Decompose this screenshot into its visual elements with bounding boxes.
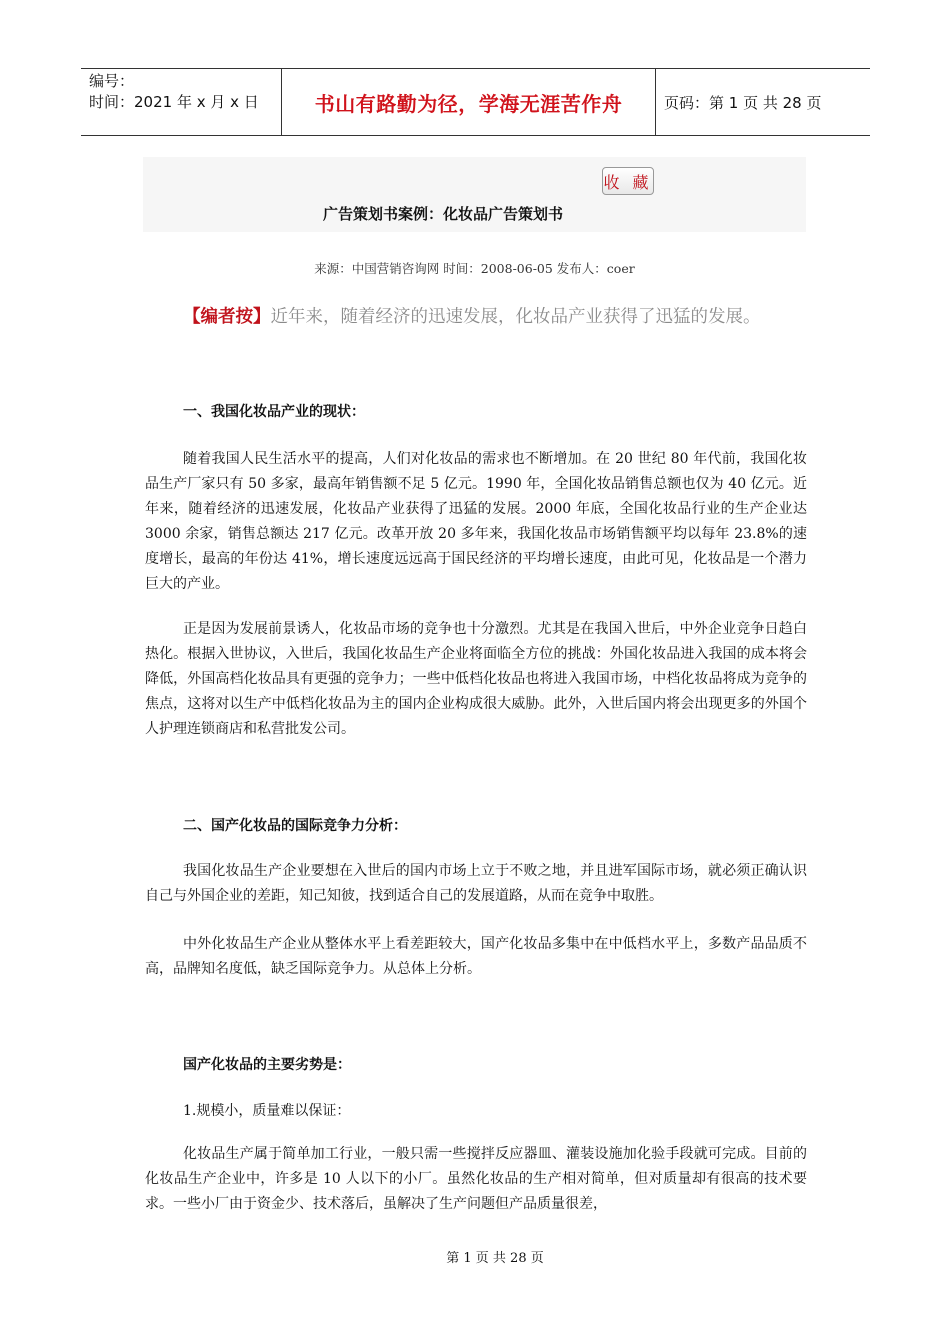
source-line: 来源：中国营销咨询网 时间：2008-06-05 发布人：coer (314, 261, 635, 276)
list-item: 1.规模小，质量难以保证： (183, 1103, 351, 1119)
paragraph: 中外化妆品生产企业从整体水平上看差距较大，国产化妆品多集中在中低档水平上，多数产品品质不高，品牌知名度低，缺乏国际竞争力。从总体上分析。 (145, 936, 807, 977)
editor-note-tag: 【编者按】 (183, 307, 271, 327)
paragraph: 正是因为发展前景诱人，化妆品市场的竞争也十分激烈。尤其是在我国入世后，中外企业竞争日趋白热化。根据入世协议，入世后，我国化妆品生产企业将面临全方位的挑战：外国化妆品进入我国的成本将会降低，外国高档化妆品具有更强的竞争力；一些中低档化妆品也将进入我国市场，中档化妆品将成为竞争的焦点，这将对以生产中低档化妆品为主的国内企业构成很大威胁。此外，入世后国内将会出现更多的外国个人护理连锁商店和私营批发公司。 (145, 621, 807, 737)
page-footer: 第 1 页 共 28 页 (446, 1251, 544, 1266)
page-info: 页码：第 1 页 共 28 页 (664, 93, 822, 112)
number-label: 编号： (89, 72, 135, 90)
document-header (81, 68, 870, 136)
editor-note-text: 近年来，随着经济的迅速发展，化妆品产业获得了迅猛的发展。 (270, 307, 761, 327)
paragraph: 随着我国人民生活水平的提高，人们对化妆品的需求也不断增加。在 20 世纪 80 年代前，我国化妆品生产厂家只有 50 多家，最高年销售额不足 5 亿元。1990 年，全国化妆品销售总额也仅为 40 亿元。近年来，随着经济的迅速发展，化妆品产业获得了迅猛的发展。2000 年底，全国化妆品行业的生产企业达 3000 余家，销售总额达 217 亿元。改革开放 20 多年来，我国化妆品市场销售额平均以每年 23.8%的速度增长，最高的年份达 41%，增长速度远远高于国民经济的平均增长速度，由此可见，化妆品是一个潜力巨大的产业。 (145, 451, 807, 592)
section-heading-2: 二、国产化妆品的国际竞争力分析： (183, 818, 407, 834)
header-meta-cell (81, 69, 282, 135)
section-heading-1: 一、我国化妆品产业的现状： (183, 404, 365, 420)
editor-note (183, 303, 843, 328)
paragraph: 化妆品生产属于简单加工行业，一般只需一些搅拌反应器皿、灌装设施加化验手段就可完成。目前的化妆品生产企业中，许多是 10 人以下的小厂。虽然化妆品的生产相对简单，但对质量却有很高的技术要求。一些小厂由于资金少、技术落后，虽解决了生产问题但产品质量很差， (145, 1146, 807, 1212)
time-label: 时间：2021 年 x 月 x 日 (89, 93, 259, 111)
favorite-button[interactable]: 收 藏 (602, 167, 654, 195)
article-title: 广告策划书案例：化妆品广告策划书 (322, 205, 563, 223)
section-heading-3: 国产化妆品的主要劣势是： (183, 1057, 351, 1073)
motto: 书山有路勤为径，学海无涯苦作舟 (282, 69, 656, 135)
paragraph: 我国化妆品生产企业要想在入世后的国内市场上立于不败之地，并且进军国际市场，就必须正确认识自己与外国企业的差距，知己知彼，找到适合自己的发展道路，从而在竞争中取胜。 (145, 863, 807, 904)
